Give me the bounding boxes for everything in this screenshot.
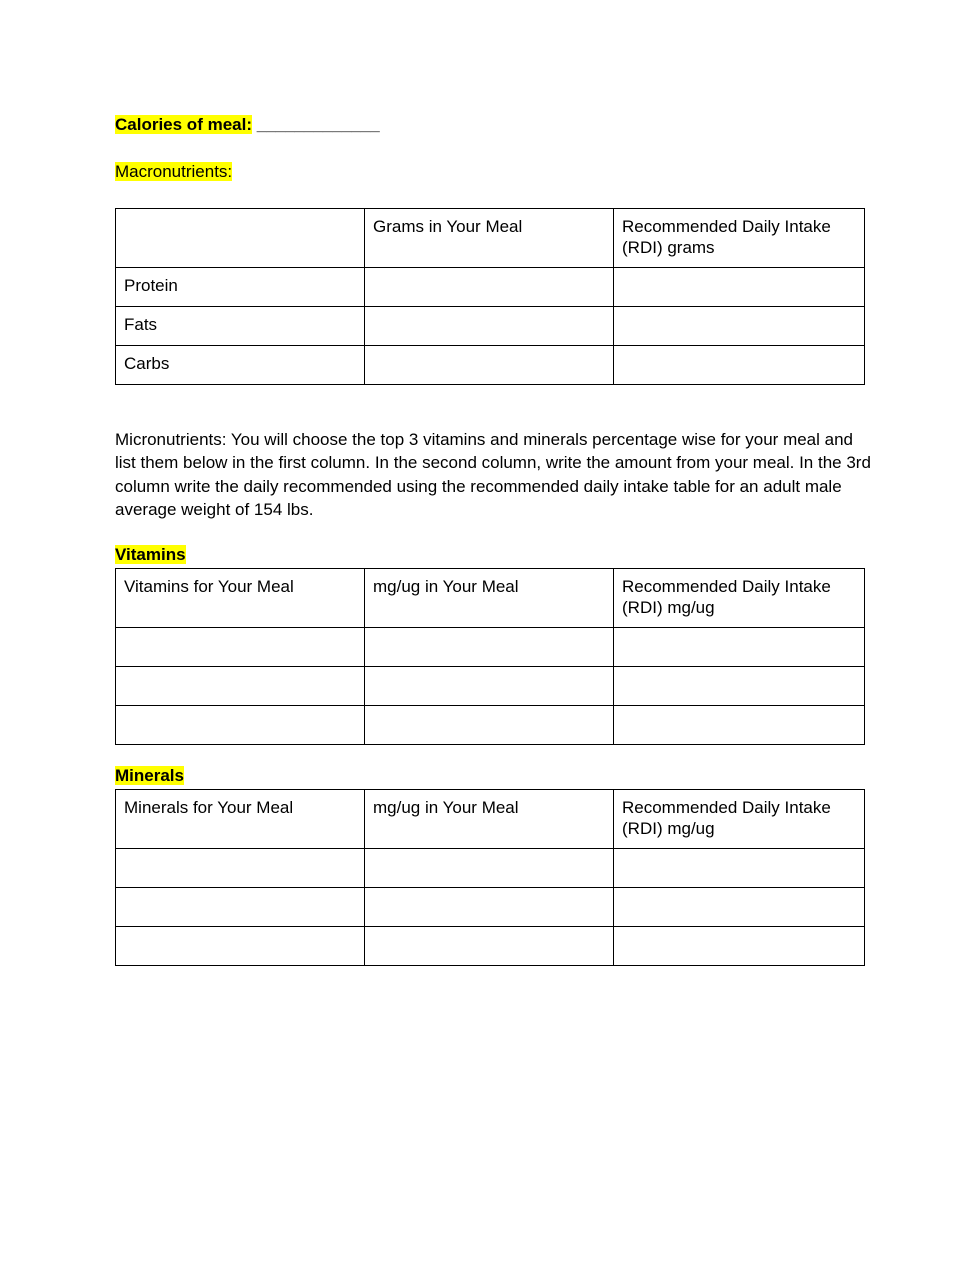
header-cell: Minerals for Your Meal [116, 790, 365, 849]
table-row [116, 888, 865, 927]
input-cell[interactable] [365, 268, 614, 307]
table-row [116, 667, 865, 706]
minerals-heading-line [115, 766, 184, 786]
micronutrients-instructions: Micronutrients: You will choose the top 3 vitamins and minerals percentage wise for your meal and list them below in the first column. In the second column, write the amount from your meal. In the 3rd column write the daily recommended using the recommended daily intake table for an adult male average weight of 154 lbs. [115, 430, 871, 519]
input-cell[interactable] [116, 927, 365, 966]
vitamins-heading: Vitamins [115, 545, 186, 564]
header-cell: mg/ug in Your Meal [365, 569, 614, 628]
header-cell: Grams in Your Meal [365, 209, 614, 268]
calories-blank[interactable]: _____________ [256, 115, 380, 134]
table-header-row [116, 790, 865, 849]
header-cell: Recommended Daily Intake (RDI) mg/ug [614, 569, 865, 628]
header-cell: mg/ug in Your Meal [365, 790, 614, 849]
table-row [116, 268, 865, 307]
table-row [116, 849, 865, 888]
row-label-cell: Fats [116, 307, 365, 346]
header-cell: Recommended Daily Intake (RDI) grams [614, 209, 865, 268]
input-cell[interactable] [116, 888, 365, 927]
input-cell[interactable] [365, 927, 614, 966]
input-cell[interactable] [614, 307, 865, 346]
table-header-row [116, 209, 865, 268]
input-cell[interactable] [365, 628, 614, 667]
table-row [116, 927, 865, 966]
input-cell[interactable] [116, 849, 365, 888]
minerals-table [115, 789, 865, 966]
minerals-heading: Minerals [115, 766, 184, 785]
input-cell[interactable] [614, 628, 865, 667]
input-cell[interactable] [365, 346, 614, 385]
table-row [116, 307, 865, 346]
table-row [116, 706, 865, 745]
input-cell[interactable] [614, 888, 865, 927]
input-cell[interactable] [614, 706, 865, 745]
header-cell: Recommended Daily Intake (RDI) mg/ug [614, 790, 865, 849]
calories-label: Calories of meal: [115, 115, 252, 134]
table-row [116, 346, 865, 385]
row-label-cell: Protein [116, 268, 365, 307]
macronutrients-heading-line [115, 162, 232, 182]
input-cell[interactable] [365, 706, 614, 745]
row-label-cell: Carbs [116, 346, 365, 385]
calories-line [115, 115, 380, 135]
input-cell[interactable] [116, 667, 365, 706]
vitamins-heading-line [115, 545, 186, 565]
input-cell[interactable] [614, 849, 865, 888]
table-header-row [116, 569, 865, 628]
input-cell[interactable] [116, 706, 365, 745]
input-cell[interactable] [614, 268, 865, 307]
macronutrients-table [115, 208, 865, 385]
input-cell[interactable] [614, 346, 865, 385]
input-cell[interactable] [365, 849, 614, 888]
macronutrients-heading: Macronutrients: [115, 162, 233, 181]
input-cell[interactable] [365, 307, 614, 346]
table-row [116, 628, 865, 667]
vitamins-table [115, 568, 865, 745]
header-cell [116, 209, 365, 268]
input-cell[interactable] [365, 888, 614, 927]
input-cell[interactable] [116, 628, 365, 667]
header-cell: Vitamins for Your Meal [116, 569, 365, 628]
input-cell[interactable] [614, 667, 865, 706]
input-cell[interactable] [365, 667, 614, 706]
input-cell[interactable] [614, 927, 865, 966]
